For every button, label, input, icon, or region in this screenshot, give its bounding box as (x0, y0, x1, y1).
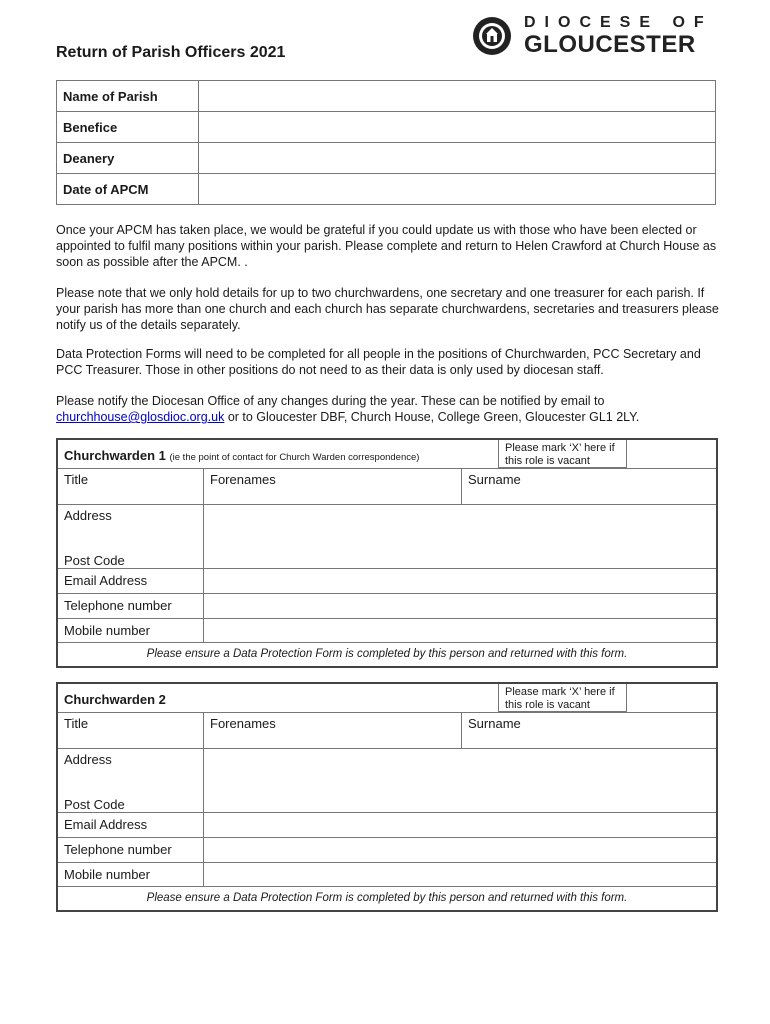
forenames-field[interactable] (203, 713, 462, 749)
surname-label: Surname (468, 472, 521, 487)
parish-name-field[interactable] (199, 81, 716, 112)
mobile-label: Mobile number (64, 867, 150, 882)
diocese-logo (472, 14, 722, 58)
note-row (58, 886, 716, 911)
parish-info-table (56, 80, 716, 205)
telephone-row (58, 593, 716, 619)
vacant-checkbox[interactable] (628, 440, 716, 468)
surname-field[interactable] (461, 469, 716, 505)
surname-field[interactable] (461, 713, 716, 749)
table-row (57, 174, 716, 205)
table-row (57, 112, 716, 143)
mobile-field[interactable] (203, 863, 716, 887)
forenames-field[interactable] (203, 469, 462, 505)
intro-paragraph-2: Please note that we only hold details for up to two churchwardens, one secretary and one treasurer for each parish. If your parish has more than one church and each church has separate churchwardens, secretaries and treasurers please notify us of the details separately. (56, 286, 719, 332)
vacant-label: Please mark ‘X’ here if this role is vacant (498, 684, 627, 712)
forenames-label: Forenames (210, 716, 276, 731)
data-protection-note: Please ensure a Data Protection Form is completed by this person and returned with this form. (146, 648, 628, 660)
vacant-checkbox[interactable] (628, 684, 716, 712)
churchwarden-1-subheading: (ie the point of contact for Church Warden correspondence) (169, 452, 420, 463)
email-field[interactable] (203, 813, 716, 838)
address-label: Address (64, 508, 112, 523)
address-text: or to Gloucester DBF, Church House, College Green, Gloucester GL1 2LY. (224, 410, 640, 424)
email-label: Email Address (64, 573, 148, 588)
address-row (58, 504, 716, 569)
address-field[interactable] (203, 749, 716, 813)
title-label: Title (64, 716, 89, 731)
churchwarden-1-section (56, 438, 718, 668)
postcode-label: Post Code (64, 553, 125, 568)
name-row (58, 468, 716, 505)
telephone-row (58, 837, 716, 863)
churchwarden-1-heading: Churchwarden 1 (ie the point of contact for Church Warden correspondence) (64, 448, 420, 463)
intro-paragraph-3: Data Protection Forms will need to be completed for all people in the positions of Churchwarden, PCC Secretary and PCC Treasurer. Those in other positions do not need to as their data is only used by diocesan staff. (56, 347, 701, 377)
telephone-label: Telephone number (64, 842, 172, 857)
logo-line2: GLOUCESTER (524, 31, 696, 58)
diocese-emblem-icon (472, 16, 516, 60)
telephone-field[interactable] (203, 594, 716, 619)
postcode-label: Post Code (64, 797, 125, 812)
page-title: Return of Parish Officers 2021 (56, 44, 286, 61)
apcm-date-field[interactable] (199, 174, 716, 205)
deanery-field[interactable] (199, 143, 716, 174)
vacant-label: Please mark ‘X’ here if this role is vacant (498, 440, 627, 468)
name-row (58, 712, 716, 749)
churchwarden-2-section (56, 682, 718, 912)
email-link[interactable]: churchhouse@glosdioc.org.uk (56, 410, 225, 424)
benefice-label: Benefice (57, 112, 199, 143)
churchwarden-2-heading: Churchwarden 2 (64, 692, 166, 707)
deanery-label: Deanery (57, 143, 199, 174)
address-label: Address (64, 752, 112, 767)
data-protection-note: Please ensure a Data Protection Form is completed by this person and returned with this form. (146, 892, 628, 904)
intro-paragraph-1: Once your APCM has taken place, we would be grateful if you could update us with those who have been elected or appointed to fulfil many positions within your parish. Please complete and return to Helen Crawford at Church House as soon as possible after the APCM. . (56, 223, 717, 269)
note-row (58, 642, 716, 667)
mobile-row (58, 618, 716, 643)
apcm-date-label: Date of APCM (57, 174, 199, 205)
surname-label: Surname (468, 716, 521, 731)
table-row (57, 143, 716, 174)
address-row (58, 748, 716, 813)
parish-name-label: Name of Parish (57, 81, 199, 112)
benefice-field[interactable] (199, 112, 716, 143)
logo-line1: DIOCESE OF (524, 14, 713, 31)
address-field[interactable] (203, 505, 716, 569)
intro-paragraph-4 (56, 393, 720, 425)
title-label: Title (64, 472, 89, 487)
mobile-row (58, 862, 716, 887)
telephone-field[interactable] (203, 838, 716, 863)
telephone-label: Telephone number (64, 598, 172, 613)
mobile-label: Mobile number (64, 623, 150, 638)
forenames-label: Forenames (210, 472, 276, 487)
email-label: Email Address (64, 817, 148, 832)
table-row (57, 81, 716, 112)
email-field[interactable] (203, 569, 716, 594)
mobile-field[interactable] (203, 619, 716, 643)
email-row (58, 812, 716, 838)
notify-text: Please notify the Diocesan Office of any changes during the year. These can be notified by email to (56, 394, 605, 408)
email-row (58, 568, 716, 594)
